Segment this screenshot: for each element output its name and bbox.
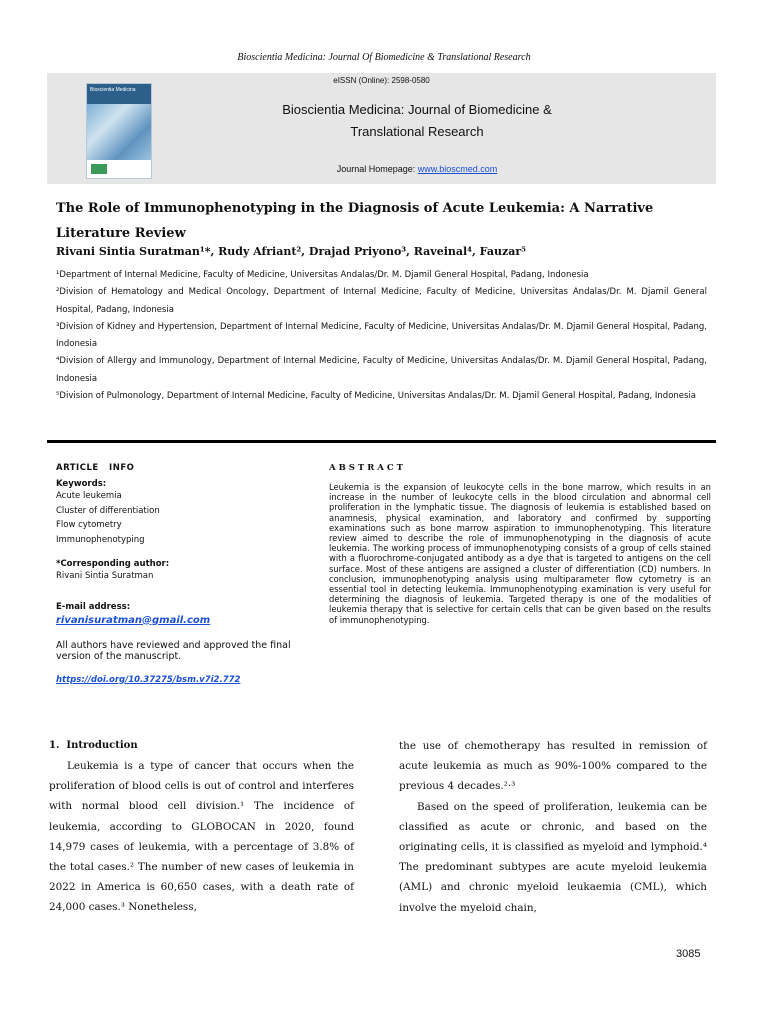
body-column-left xyxy=(49,756,354,918)
affiliation-item: ¹Department of Internal Medicine, Faculty of Medicine, Universitas Andalas/Dr. M. Djamil General Hospital, Padang, Indonesia xyxy=(56,270,589,280)
email-heading: E-mail address: xyxy=(56,601,131,612)
page-number: 3085 xyxy=(676,948,701,960)
author-list: Rivani Sintia Suratman¹*, Rudy Afriant², Drajad Priyono³, Raveinal⁴, Fauzar⁵ xyxy=(56,245,526,258)
email-link[interactable]: rivanisuratman@gmail.com xyxy=(56,614,211,626)
journal-title: Bioscientia Medicina: Journal of Biomedicine & Translational Research xyxy=(282,102,552,139)
keyword-item: Cluster of differentiation xyxy=(56,505,160,516)
affiliation-item: ²Division of Hematology and Medical Oncology, Department of Internal Medicine, Faculty of Medicine, Universitas Andalas/Dr. M. Djamil General Hospital, Padang, Indonesia xyxy=(56,287,707,315)
keyword-item: Flow cytometry xyxy=(56,520,122,530)
paragraph: the use of chemotherapy has resulted in remission of acute leukemia as much as 90%-100% compared to the previous 4 decades.²·³ xyxy=(399,740,707,793)
journal-banner xyxy=(47,73,716,184)
paragraph: Based on the speed of proliferation, leukemia can be classified as acute or chronic, and based on the originating cells, it is classified as myeloid and lymphoid.⁴ The predominant subtypes are acute myeloid leukemia (AML) and chronic myeloid leukaemia (CML), which involve the myeloid chain, xyxy=(399,800,707,914)
approval-statement: All authors have reviewed and approved the final version of the manuscript. xyxy=(56,639,291,662)
cover-title: Bioscientia Medicina xyxy=(90,87,136,93)
journal-homepage: Journal Homepage: www.bioscmed.com xyxy=(336,164,498,174)
corresponding-author-name: Rivani Sintia Suratman xyxy=(56,571,154,581)
journal-cover-image xyxy=(86,83,152,179)
affiliations xyxy=(56,267,707,405)
affiliation-item: ³Division of Kidney and Hypertension, Department of Internal Medicine, Faculty of Medicine, Universitas Andalas/Dr. M. Djamil General Hospital, Padang, Indonesia xyxy=(56,321,707,350)
affiliation-item: ⁴Division of Allergy and Immunology, Department of Internal Medicine, Faculty of Medicine, Universitas Andalas/Dr. M. Djamil General Hospital, Padang, Indonesia xyxy=(56,356,707,384)
homepage-link[interactable]: www.bioscmed.com xyxy=(417,164,498,174)
corresponding-author-heading: *Corresponding author: xyxy=(56,559,170,569)
article-info-heading: ARTICLE INFO xyxy=(56,463,135,473)
article-title: The Role of Immunophenotyping in the Diagnosis of Acute Leukemia: A Narrative Literature Review xyxy=(56,201,654,241)
body-column-right xyxy=(399,736,707,918)
keyword-item: Acute leukemia xyxy=(56,491,122,501)
section-divider xyxy=(47,440,716,443)
publisher-logo-icon xyxy=(91,164,107,174)
keywords-heading: Keywords: xyxy=(56,479,107,489)
doi-link[interactable]: https://doi.org/10.37275/bsm.v7i2.772 xyxy=(56,674,241,685)
abstract-heading: ABSTRACT xyxy=(329,463,406,473)
introduction-heading: 1. Introduction xyxy=(49,740,138,751)
paragraph: Leukemia is a type of cancer that occurs when the proliferation of blood cells is out of control and interferes with normal blood cell division.¹ The incidence of leukemia, according to GLOBOCAN in 2020, found 14,979 cases of leukemia, with a percentage of 3.8% of the total cases.² The number of new cases of leukemia in 2022 in America is 60,650 cases, with a death rate of 24,000 cases.³ Nonetheless, xyxy=(49,760,354,914)
article-info xyxy=(56,463,306,685)
running-header: Bioscientia Medicina: Journal Of Biomedicine & Translational Research xyxy=(237,52,531,63)
issn: eISSN (Online): 2598-0580 xyxy=(333,76,430,85)
affiliation-item: ⁵Division of Pulmonology, Department of Internal Medicine, Faculty of Medicine, Universitas Andalas/Dr. M. Djamil General Hospital, Padang, Indonesia xyxy=(56,391,697,402)
keyword-item: Immunophenotyping xyxy=(56,534,145,545)
abstract-text: Leukemia is the expansion of leukocyte cells in the bone marrow, which results in an increase in the number of leukocyte cells in the blood circulation and abnormal cell proliferation in the lymphatic tissue. The diagnosis of leukemia is established based on anamnesis, physical examination, and laboratory and confirmed by supporting examinations such as bone marrow aspiration to immunophenotyping. This literature review aimed to describe the role of immunophenotyping in the diagnosis of acute leukemia. The working process of immunophenotyping consists of a group of cells stained with a fluorochrome-conjugated antibody as a dye that is targeted to antigens on the cell surface. Most of these antigens are assigned a cluster of differentiation (CD) numbers. In conclusion, immunophenotyping analysis using multiparameter flow cytometry is an essential tool in detecting leukemia. Immunophenotyping examination is very useful for determining the diagnosis of leukemia. Targeted therapy is one of the modalities of leukemia therapy that is selective for certain cells that can be given based on the results of immunophenotyping. xyxy=(329,482,711,625)
